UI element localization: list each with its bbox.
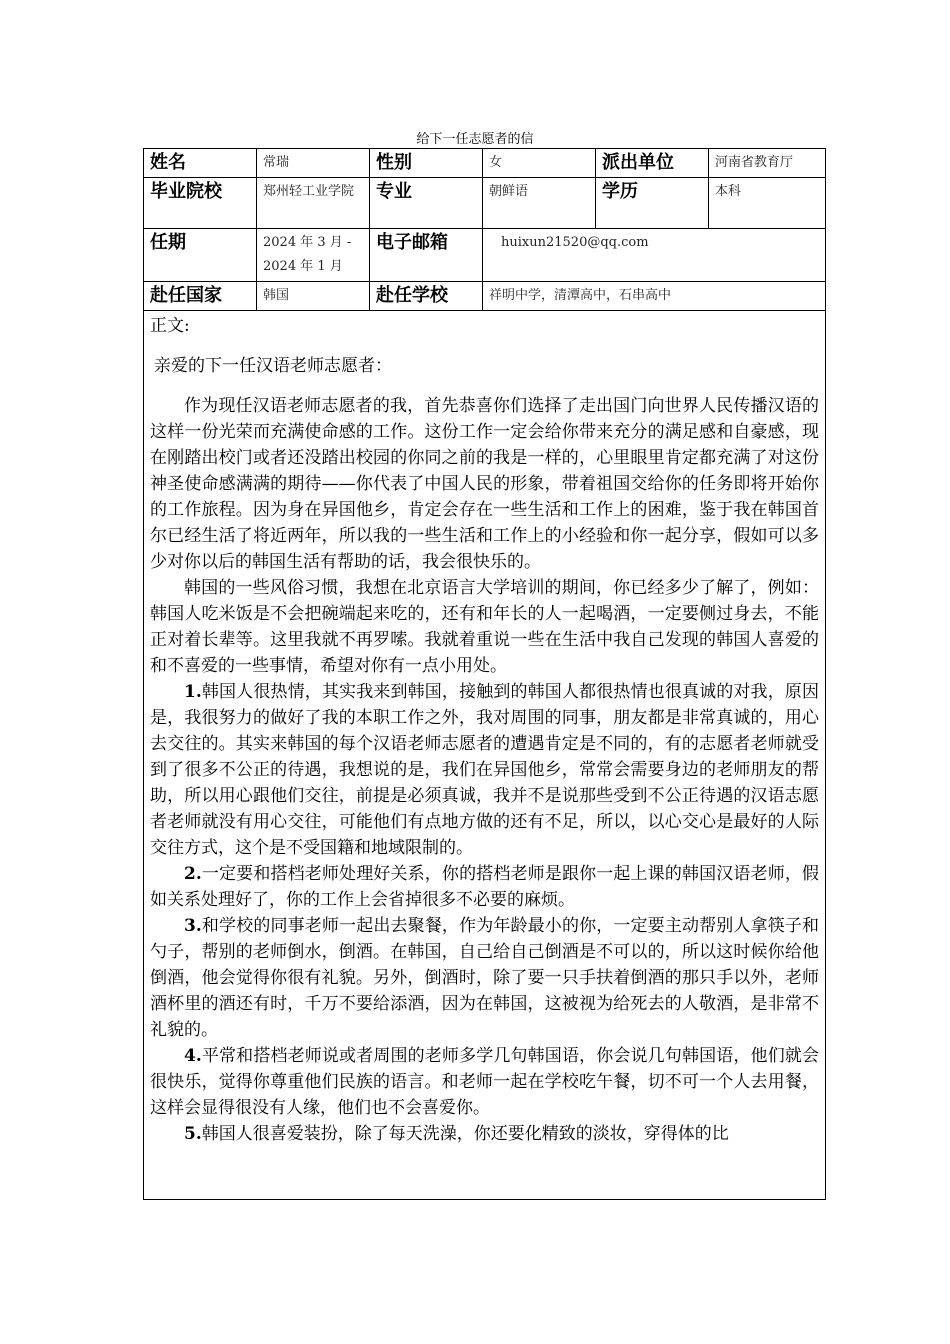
email-label: 电子邮箱: [370, 229, 483, 282]
major-value: 朝鲜语: [483, 178, 596, 229]
item-number: 5.: [184, 1124, 202, 1144]
unit-value: 河南省教育厅: [709, 149, 826, 178]
paragraph: [150, 1121, 819, 1147]
school-value: 郑州轻工业学院: [257, 178, 370, 229]
name-value: 常瑞: [257, 149, 370, 178]
document-title: 给下一任志愿者的信: [416, 132, 534, 147]
school-label: 毕业院校: [144, 178, 257, 229]
term-value: 2024 年 3 月 - 2024 年 1 月: [257, 229, 370, 282]
table-row: [144, 282, 826, 311]
term-label: 任期: [144, 229, 257, 282]
major-label: 专业: [370, 178, 483, 229]
country-label: 赴任国家: [144, 282, 257, 311]
item-number: 4.: [184, 1046, 202, 1066]
item-number: 1.: [184, 682, 202, 702]
letter-body: [144, 311, 826, 1200]
paragraph: [150, 861, 819, 913]
table-row: [144, 178, 826, 229]
item-text: 平常和搭档老师说或者周围的老师多学几句韩国语，你会说几句韩国语，他们就会很快乐，觉得你尊重他们民族的语言。和老师一起在学校吃午餐，切不可一个人去用餐，这样会显得很没有人缘，他们也不会喜爱你。: [150, 1046, 819, 1118]
item-text: 韩国人很热情，其实我来到韩国，接触到的韩国人都很热情也很真诚的对我，原因是，我很努力的做好了我的本职工作之外，我对周围的同事，朋友都是非常真诚的，用心去交往的。其实来韩国的每个汉语老师志愿者的遭遇肯定是不同的，有的志愿者老师就受到了很多不公正的待遇，我想说的是，我们在异国他乡，常常会需要身边的老师朋友的帮助，所以用心跟他们交往，前提是必须真诚，我并不是说那些受到不公正待遇的汉语志愿者老师就没有用心交往，可能他们有点地方做的还有不足，所以，以心交心是最好的人际交往方式，这个是不受国籍和地域限制的。: [150, 682, 819, 858]
table-row: [144, 311, 826, 1200]
table-row: [144, 229, 826, 282]
item-number: 2.: [184, 864, 202, 884]
item-text: 韩国人很喜爱装扮，除了每天洗澡，你还要化精致的淡妆，穿得体的比: [201, 1124, 729, 1144]
degree-value: 本科: [709, 178, 826, 229]
gender-label: 性别: [370, 149, 483, 178]
gender-value: 女: [483, 149, 596, 178]
table-row: [144, 149, 826, 178]
degree-label: 学历: [596, 178, 709, 229]
unit-label: 派出单位: [596, 149, 709, 178]
salutation: 亲爱的下一任汉语老师志愿者：: [154, 356, 392, 376]
body-label: 正文:: [150, 316, 190, 336]
paragraph: 韩国的一些风俗习惯，我想在北京语言大学培训的期间，你已经多少了解了，例如：韩国人吃米饭是不会把碗端起来吃的，还有和年长的人一起喝酒，一定要侧过身去，不能正对着长辈等。这里我就不再罗嗦。我就着重说一些在生活中我自己发现的韩国人喜爱的和不喜爱的一些事情，希望对你有一点小用处。: [150, 578, 819, 676]
paragraph: [150, 1043, 819, 1121]
item-text: 和学校的同事老师一起出去聚餐，作为年龄最小的你，一定要主动帮别人拿筷子和勺子，帮别的老师倒水，倒酒。在韩国，自己给自己倒酒是不可以的，所以这时候你给他倒酒，他会觉得你很有礼貌。另外，倒酒时，除了要一只手扶着倒酒的那只手以外，老师酒杯里的酒还有时，千万不要给添酒，因为在韩国，这被视为给死去的人敬酒，是非常不礼貌的。: [150, 916, 819, 1040]
paragraph: [150, 913, 819, 1043]
assign-school-value: 祥明中学，清潭高中，石串高中: [483, 282, 826, 311]
item-text: 一定要和搭档老师处理好关系，你的搭档老师是跟你一起上课的韩国汉语老师，假如关系处理好了，你的工作上会省掉很多不必要的麻烦。: [150, 864, 819, 910]
name-label: 姓名: [144, 149, 257, 178]
email-value: huixun21520@qq.com: [483, 229, 826, 282]
item-number: 3.: [184, 916, 202, 936]
assign-school-label: 赴任学校: [370, 282, 483, 311]
country-value: 韩国: [257, 282, 370, 311]
volunteer-info-table: [143, 148, 826, 1200]
paragraph: 作为现任汉语老师志愿者的我，首先恭喜你们选择了走出国门向世界人民传播汉语的这样一份光荣而充满使命感的工作。这份工作一定会给你带来充分的满足感和自豪感，现在刚踏出校门或者还没踏出校园的你同之前的我是一样的，心里眼里肯定都充满了对这份神圣使命感满满的期待——你代表了中国人民的形象，带着祖国交给你的任务即将开始你的工作旅程。因为身在异国他乡，肯定会存在一些生活和工作上的困难，鉴于我在韩国首尔已经生活了将近两年，所以我的一些生活和工作上的小经验和你一起分享，假如可以多少对你以后的韩国生活有帮助的话，我会很快乐的。: [150, 396, 819, 572]
paragraph: [150, 679, 819, 861]
